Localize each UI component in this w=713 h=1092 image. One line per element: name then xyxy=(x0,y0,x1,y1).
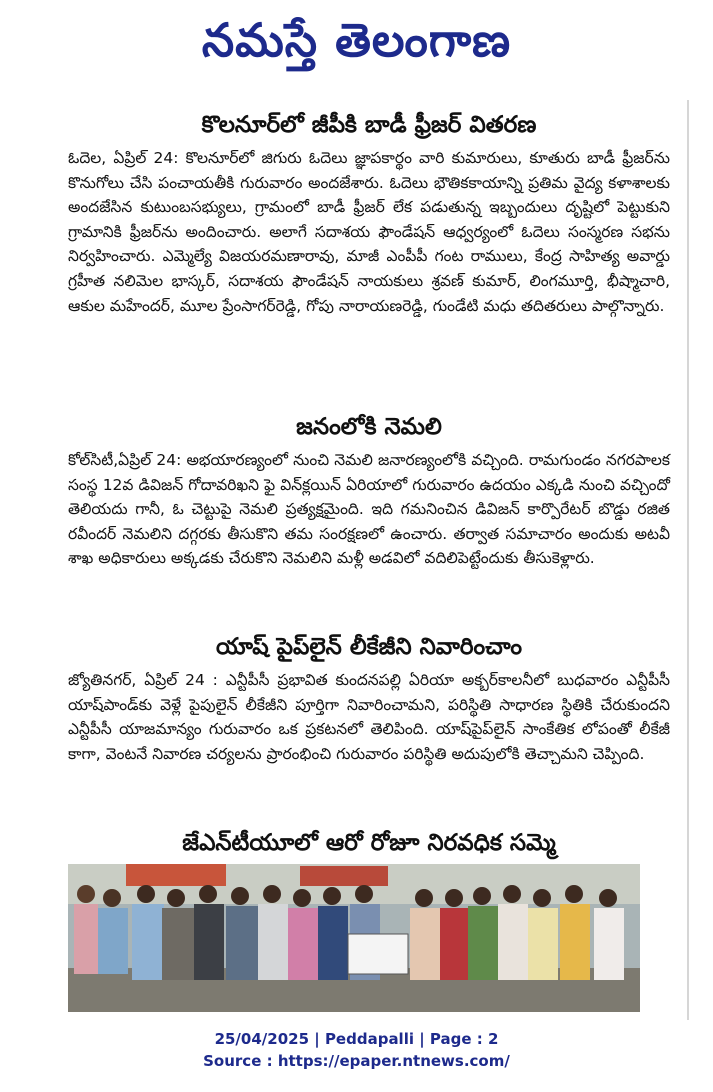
article-body-freezer xyxy=(68,108,670,318)
column-divider xyxy=(687,100,689,1020)
article-text: ఓదెల, ఏప్రిల్ 24: కొలనూర్‌లో జిగురు ఓదెలు జ్ఞాపకార్థం వారి కుమారులు, కూతురు బాడీ ఫ్రీజర్‌ను కొనుగోలు చేసి పంచాయతీకి గురువారం అందజేశారు. ఓదెలు భౌతికకాయాన్ని ప్రతిమ వైద్య కళాశాలకు అందజేసిన కుటుంబసభ్యులు, గ్రామంలో బాడీ ఫ్రీజర్ లేక పడుతున్న ఇబ్బందులు దృష్టిలో పెట్టుకుని గ్రామానికి ఫ్రీజర్‌ను అందించారు. అలాగే సదాశయ ఫౌండేషన్ ఆధ్వర్యంలో ఓదెలు సంస్మరణ సభను నిర్వహించారు. ఎమ్మెల్యే విజయరమణారావు, మాజీ ఎంపీపీ గంట రాములు, కేంద్ర సాహిత్య అవార్డు గ్రహీత నలిమెల భాస్కర్, సదాశయ ఫౌండేషన్ నాయకులు శ్రవణ్ కుమార్, లింగమూర్తి, భీష్మాచారి, ఆకుల మహేందర్, మూల ప్రేంసాగర్‌రెడ్డి, గోపు నారాయణరెడ్డి, గుండేటి మధు తదితరులు పాల్గొన్నారు. xyxy=(68,149,670,315)
article-headline: కొలనూర్‌లో జీపీకి బాడీ ఫ్రీజర్ వితరణ xyxy=(201,112,537,138)
protest-photo-illustration xyxy=(68,864,640,1012)
article-ash-pipeline xyxy=(68,630,670,766)
article-peacock xyxy=(68,410,670,571)
article-headline: జనంలోకి నెమలి xyxy=(296,414,442,440)
article-jntu-strike xyxy=(68,826,670,860)
article-text: జ్యోతినగర్, ఏప్రిల్ 24 : ఎన్టీపీసీ ప్రభావిత కుందనపల్లి ఏరియా అక్బర్‌కాలనీలో బుధవారం ఎన్టీపీసీ యాష్‌పాండ్‌కు వెళ్లే పైపులైన్ లీకేజీని పూర్తిగా నివారించామని, పరిస్థితి సాధారణ స్థితికి చేరుకుందని ఎన్టీపీసీ యాజమాన్యం గురువారం ఒక ప్రకటనలో తెలిపింది. యాష్‌పైప్‌లైన్ సాంకేతిక లోపంతో లీకేజీ కాగా, వెంటనే నివారణ చర్యలను ప్రారంభించి గురువారం పరిస్థితి అదుపులోకి తెచ్చామని చెప్పింది. xyxy=(68,671,670,763)
article-headline: యాష్ పైప్‌లైన్ లీకేజీని నివారించాం xyxy=(216,634,522,660)
article-text: కోల్‌సిటీ,ఏప్రిల్ 24: అభయారణ్యంలో నుంచి నెమలి జనారణ్యంలోకి వచ్చింది. రామగుండం నగరపాలక సంస్థ 12వ డివిజన్ గోదావరిఖని ఫై విన్‌క్లయిన్ ఏరియాలో గురువారం ఉదయం ఎక్కడి నుంచి వచ్చిందో తెలియదు గానీ, ఓ చెట్టుపై నెమలి ప్రత్యక్షమైంది. ఇది గమనించిన డివిజన్ కార్పొరేటర్ బొడ్డు రజిత రవీందర్ నెమలిని దగ్గరకు తీసుకొని తమ సంరక్షణలో ఉంచారు. తర్వాత సమాచారం అందుకు అటవీ శాఖ అధికారులు అక్కడకు చేరుకొని నెమలిని మళ్లీ అడవిలో వదిలిపెట్టేందుకు తీసుకెళ్లారు. xyxy=(68,451,670,568)
news-photo xyxy=(68,864,640,1012)
newspaper-title: నమస్తే తెలంగాణ xyxy=(201,13,512,67)
article-headline: జేఎన్‌టీయూలో ఆరో రోజూ నిరవధిక సమ్మె xyxy=(182,830,556,856)
masthead xyxy=(0,0,713,82)
source-link[interactable]: Source : https://epaper.ntnews.com/ xyxy=(203,1052,510,1070)
edition-info: 25/04/2025 | Peddapalli | Page : 2 xyxy=(214,1030,499,1048)
page-footer xyxy=(0,1028,713,1072)
